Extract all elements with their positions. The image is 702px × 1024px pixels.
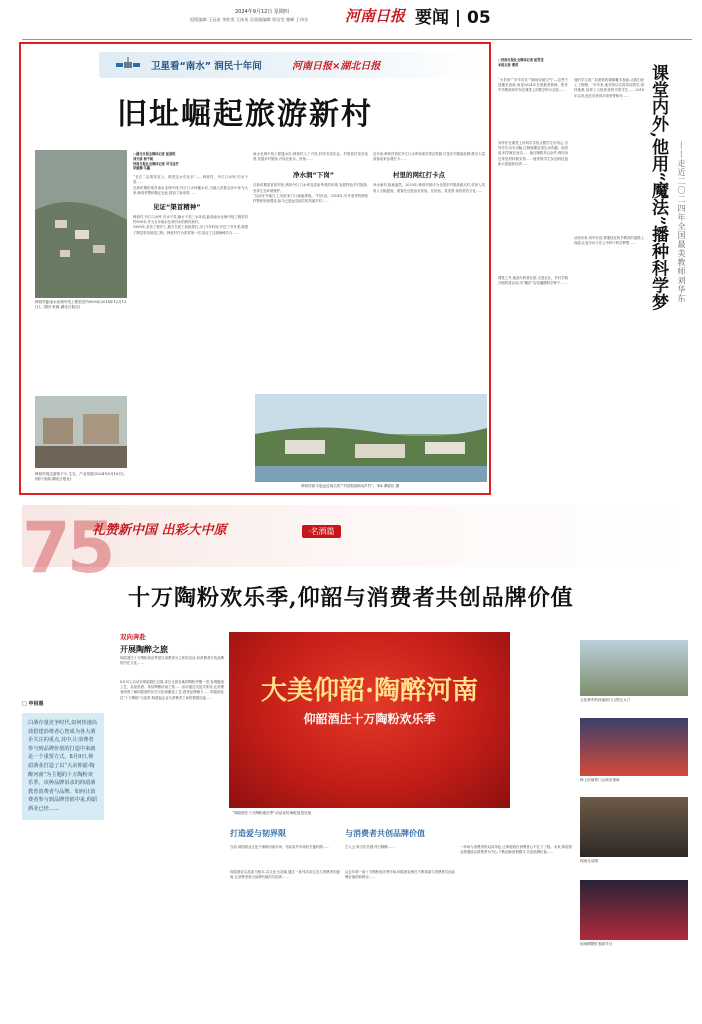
photo2-caption: 韩营村周边游客不少,生态、产业发展(2024年5月16日)。(图片来源:湖北日报社) <box>35 472 127 481</box>
author-list: □湖北日报全媒体记者 崔道珉 刘天骄 杨千帆 河南日报社全媒体记者 司马连竹 李丽娜·马鑫 <box>133 152 179 171</box>
body-paragraph-filler: 近年来,韩营村依托丹江口水库和渠首景区资源,打造乡村旅游品牌,吸引大量游客前来参观打卡…… <box>373 152 485 162</box>
subheading-1: 见证“渠首精神” <box>153 203 201 211</box>
body-paragraph-filler: 南水北调中线工程通水后,韩营村人丁兴旺,村民安居乐业。村里依托渠首优势,发展乡村旅游,开设农家乐、民宿…… <box>253 152 368 162</box>
right-photo-3-caption: 现场互动照 <box>580 859 598 863</box>
right-article-title[interactable]: 课堂内外,他用“魔法”播种科学梦 <box>648 64 668 311</box>
right-photo-4 <box>580 880 688 940</box>
bottom-body-filler-2: 仰韶酒业以品质为根本,以文化为灵魂,通过一系列活动拉近与消费者的距离,让消费者成为品牌价值的共创者…… <box>230 870 340 880</box>
bottom-body-2: 当前,仰韶酒业正处于深耕河南市场、布局省外市场的关键时期…… <box>230 845 330 849</box>
editor-credits: 组版编辑 王冠星 李胜男 王冰英 吴欣瑜编辑 郭洁莹 谢峰 王伟宾 <box>190 17 309 22</box>
right-photo-4-caption: 现场掷钢钉表演节目 <box>580 942 613 946</box>
right-photo-3 <box>580 797 688 857</box>
series-banner <box>99 52 481 78</box>
village-landscape-image <box>255 394 487 482</box>
right-body-filler-3: 他的学生说:“刘老师的课像魔术表演,让我们爱上了物理。”多年来,他坚持以实验带动教学,因材施教,培养了大批热爱科学的学生……2016年以来,他先后获得多项荣誉称号…… <box>574 78 644 98</box>
joint-brand: 河南日报×湖北日报 <box>292 61 381 72</box>
body-paragraph-filler: 1969年,渠首工程开工,数万名民工肩挑背扛,用了5年时间,开挖了引丹渠,修建了陶岔渠首枢纽工程。韩营村作为渠首第一村,见证了这段峥嵘岁月…… <box>133 225 248 235</box>
body-paragraph: 在新时期渠首的村民,利用丹江口水库及清泉秀美的环境,发展特色乡村旅游,坚持生态环境保护。 <box>253 183 368 193</box>
village-photo-2024 <box>35 396 127 468</box>
right-photo-2-caption: 韩上河南仰门山演出现场 <box>580 778 620 782</box>
subheading-2: 净水润“下岗” <box>293 171 335 180</box>
bottom-body-filler-4: 一场场与消费者的双向奔赴,让仰韶酒在消费者心中扎下了根。未来,仰韶酒业将继续以消费者为中心,不断创新营销模式,共创品牌价值…… <box>460 845 572 855</box>
poster-title: 大美仰韶·陶醉河南 <box>260 676 479 706</box>
section-label: 要闻 <box>415 8 449 28</box>
right-photo-1-caption: 文化林中的河南仰门山景区大门 <box>580 698 631 702</box>
right-body-filler-4: 谈到未来,刘华东说,将继续在科学教育的道路上探索,让更多孩子在心中种下科学梦想…… <box>574 236 644 246</box>
right-byline: □河南日报社全媒体记者 崔雪莹 本报记者 曹萍 <box>498 58 544 67</box>
body-paragraph: “北京二沿着渠首公、都把这水引北京”……韩营村、丹江口水库,引水干渠…… <box>133 175 248 185</box>
page-header <box>22 0 692 40</box>
body-paragraph-filler: 净水润村,绿意盎然。2020年,韩营村被评为全国乡村旅游重点村,村民人均收入大幅提高。游客在这里品农家饭、住民宿、赏美景,体验渠首文化…… <box>373 183 485 193</box>
series-title: 卫星看“南水” 润民十年间 <box>151 61 262 72</box>
right-body-filler-2: 课堂之外,他创办科普社团,走进社区、乡村学校开展科普活动,用“魔法”实验播撒科学种子…… <box>498 276 568 286</box>
bottom-body-filler-3: 从去年第一届十万陶粉欢乐季开始,仰韶酒业就在不断探索与消费者共创品牌价值的新路径…… <box>345 870 455 880</box>
right-column-article[interactable] <box>494 46 694 498</box>
bottom-body-1: 仰韶酒庄十万陶粉欢乐季是以消费者为主体的活动,向消费者开放品牌的内在文化…… <box>120 656 224 666</box>
section-name: 要闻 | 05 <box>415 8 491 28</box>
feature-article[interactable] <box>19 42 491 495</box>
commentary-sidebar <box>22 700 104 1020</box>
right-article-subtitle: ——走近二〇二四年全国最美教师刘华东 <box>677 141 686 303</box>
campaign-tag: ·名酒篇 <box>302 525 341 538</box>
right-photo-1 <box>580 640 688 696</box>
poster-caption: “仰韶酒庄十万陶粉欢乐季”活动宣传海报视觉呈现 <box>232 811 312 815</box>
subheading-3: 村里的网红打卡点 <box>393 171 445 180</box>
satellite-icon <box>115 55 141 75</box>
sidebar-text: 白酒存量竞争时代,如何快速高效搭建消费者心智成为各大酒企关注的重点,其中,让消费者参与到品牌价值的打造中来就是一个重要方式。8月9日,仰韶酒业打造了以“大美仰韶·陶醉河南”为主题的十万陶粉欢乐季。该种品牌诉求的仰韶酒教育消费者与品牌。如何让消费者参与到品牌营销中来,仰韶酒业已经…… <box>22 713 104 820</box>
section-head-1: 开展陶醉之旅 <box>120 645 168 654</box>
photo3-caption: 韩营村如今是远近闻名的“中国美丽休闲乡村”。李4 谭德臣 摄 <box>301 484 400 488</box>
aerial-village-image <box>35 150 127 298</box>
body-paragraph-filler: 在新时期的渠首南水北调中线,丹江口水库蓄水后,当地人民群众舍小家为大家,韩营村整体搬迁至此,建设了新家园…… <box>133 185 248 195</box>
anniversary-75-graphic: 75 <box>22 507 112 589</box>
body-paragraph: 韩营村,丹江口水库,引水干渠,输水干渠三水环绕,距离南水北调中线工程渠首约900米,作为当年南水北调引水的移民新村。 <box>133 215 248 225</box>
campaign-poster <box>229 632 510 808</box>
column-3 <box>373 152 485 194</box>
photo1-caption: 韩营村距南水北调中线工程渠首约900米(2014年12月13日)。(图片来源:湖北日报社) <box>35 300 127 309</box>
campaign-series-title: 礼赞新中国 出彩大中原 <box>92 523 227 538</box>
right-photo-2 <box>580 718 688 776</box>
issue-date: 2024年9月12日 星期四 <box>235 9 289 15</box>
section-tag-1: 双向奔赴 <box>120 633 146 641</box>
section-head-3: 与消费者共创品牌价值 <box>345 829 425 838</box>
village-photo-2014 <box>35 150 127 298</box>
byline <box>133 152 248 236</box>
bottom-body-3: 古人云,粤当饮苦酒,终日陶醉…… <box>345 845 395 849</box>
right-body-1: “大伯来”“辛辛苦苦”“瞬间穿破空气”—这些不是魔术表演,而是2024年全国最美教师、焦作中学教师刘华东在课堂上的教学的小实验…… <box>498 78 568 93</box>
page-number: 05 <box>467 8 491 28</box>
right-body-filler: 刘华东在课堂上用科学实验点燃学生好奇心,引导学生动手动脑,让物理课变得生动有趣。他常说,科学就在身边……他自制教具百余件,利用身边常见材料做实验……他带领学生参加科技创新大赛屡获佳绩…… <box>498 141 568 166</box>
advertorial-headline[interactable]: 十万陶粉欢乐季,仰韶与消费者共创品牌价值 <box>128 585 574 611</box>
sidebar-author: □ 申相惠 <box>22 701 44 707</box>
poster-subtitle: 仰韶酒庄十万陶粉欢乐季 <box>303 712 436 726</box>
campaign-banner <box>22 505 692 589</box>
bottom-body-filler: 8月9日,活动在仰韶酒庄启幕,来自全国各地的陶粉齐聚一堂,参观酿造工艺、品鉴美酒、体验陶醉河南之旅……活动通过沉浸式体验,让消费者深度了解仰韶酒的历史文化和酿造工艺,感受品牌魅力……仰韶酒业以“十万陶粉”为纽带,构建起企业与消费者之间的情感连接…… <box>120 680 224 700</box>
column-2 <box>253 152 368 204</box>
section-head-2: 打造爱与韧界限 <box>230 829 286 838</box>
newspaper-logo: 河南日报 <box>345 7 406 25</box>
village-street-image <box>35 396 127 468</box>
feature-headline[interactable]: 旧址崛起旅游新村 <box>117 97 373 132</box>
body-paragraph-filler: “以前在外地打工,现在家门口就能挣钱。”村民说。2014年,引丹渠旁的韩营村整体规划建设,如今已是远近闻名的美丽乡村…… <box>253 193 368 204</box>
village-landscape-photo <box>255 394 487 482</box>
